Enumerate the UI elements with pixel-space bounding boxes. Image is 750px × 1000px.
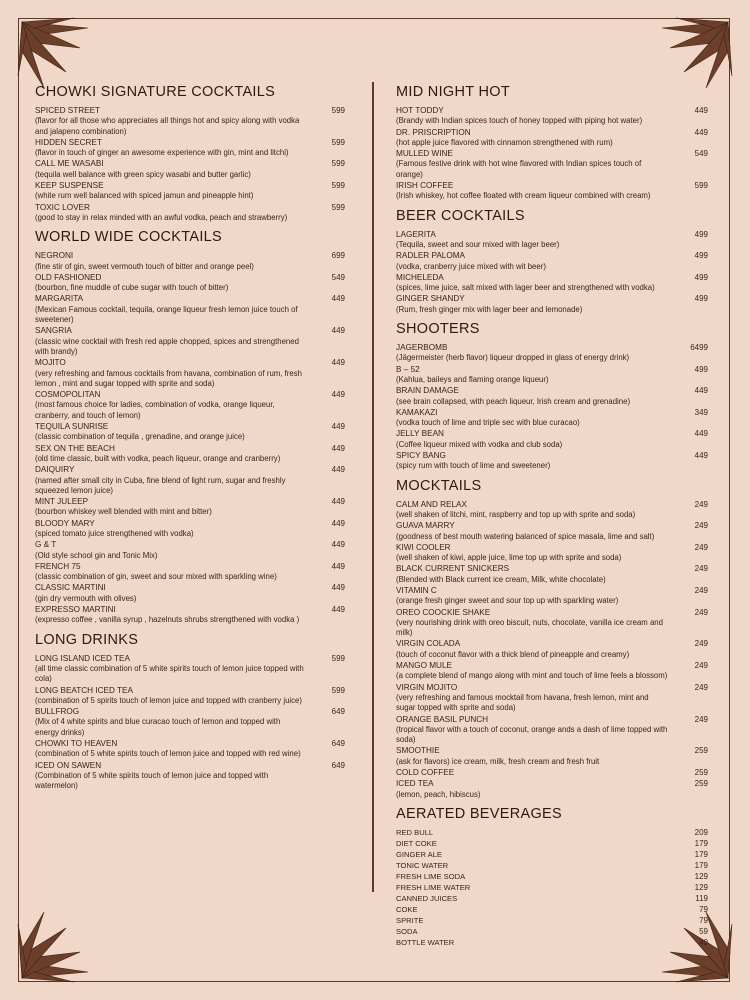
menu-item [35,273,345,294]
menu-item-description: (Tequila, sweet and sour mixed with lager beer) [396,239,560,249]
menu-item-name: HOT TODDY [396,106,444,115]
menu-item [35,686,345,707]
menu-item-description: (very refreshing and famous mocktail from havana, fresh lemon, mint and sugar topped with sprite and soda) [396,692,649,713]
section-heading: MOCKTAILS [396,477,482,494]
menu-item [35,739,345,760]
menu-item [396,905,708,915]
menu-item-name: JAGERBOMB [396,343,448,353]
section-long-drinks [35,632,345,792]
menu-item-description: (classic wine cocktail with fresh red apple chopped, spices and strengthened with brandy) [35,336,299,356]
menu-item-description: (lemon, peach, hibiscus) [396,789,481,799]
menu-item [396,408,708,429]
menu-item-description: (orange fresh ginger sweet and sour top up with sparkling water) [396,596,619,606]
menu-item-name: GINGER ALE [396,849,442,859]
menu-item-price: 79 [699,915,708,925]
menu-item-name: SPICY BANG [396,451,446,461]
menu-item-description: (Jägermeister (herb flavor) liqueur dropped in glass of energy drink) [396,353,630,363]
section-world-wide-cocktails [35,229,345,625]
menu-item-name: CALL ME WASABI [35,159,104,169]
menu-item-description: (Kahlua, baileys and flaming orange liqueur) [396,374,549,384]
menu-item [35,106,345,137]
menu-item-name: DIET COKE [396,838,437,848]
menu-item-price: 449 [331,497,345,507]
menu-item [396,521,708,542]
menu-item-description: (Coffee liqueur mixed with vodka and club soda) [396,439,563,449]
menu-item [396,639,708,660]
menu-item [35,294,345,325]
menu-item [396,294,708,315]
menu-item-price: 249 [694,585,708,595]
section-heading: CHOWKI SIGNATURE COCKTAILS [35,84,276,100]
menu-item-price: 6499 [690,343,708,353]
menu-item-price: 449 [331,358,345,368]
menu-item-name: CANNED JUICES [396,893,458,903]
menu-item-name: GINGER SHANDY [396,294,465,304]
menu-item-description: (fine stir of gin, sweet vermouth touch of bitter and orange peel) [35,261,254,271]
menu-item-price: 59 [699,926,708,936]
menu-item-name: KAMAKAZI [396,407,438,417]
menu-item-description: (all time classic combination of 5 white spirits touch of lemon juice topped with cola) [35,663,304,684]
menu-item-price: 129 [694,882,708,892]
menu-item-description: (Brandy with Indian spices touch of honey topped with piping hot water) [396,116,643,126]
menu-item-price: 499 [694,272,708,282]
menu-item-price: 499 [694,251,708,261]
menu-item-description: (classic combination of tequila , grenadine, and orange juice) [35,432,245,442]
menu-item [396,861,708,871]
menu-item-price: 79 [699,904,708,914]
menu-item-name: G & T [35,540,57,550]
menu-item-price: 259 [694,768,708,778]
menu-item-price: 449 [331,518,345,528]
menu-item-description: (a complete blend of mango along with mint and touch of lime feels a blossom) [396,671,668,681]
menu-item [396,683,708,714]
menu-item-price: 249 [694,499,708,509]
menu-item-name: COKE [396,904,418,914]
section-heading: WORLD WIDE COCKTAILS [35,229,222,246]
menu-item-name: B – 52 [396,364,420,374]
menu-item-name: KIWI COOLER [396,542,451,552]
menu-item-name: KEEP SUSPENSE [35,181,104,191]
menu-item-price: 449 [331,540,345,550]
menu-item-name: BULLFROG [35,707,80,717]
menu-item-description: (hot apple juice flavored with cinnamon strengthened with rum) [396,137,613,147]
menu-item-name: MOJITO [35,358,66,368]
menu-item-price: 649 [331,739,345,749]
menu-item-name: LAGERITA [396,229,436,239]
menu-item [35,203,345,224]
menu-item-name: CALM AND RELAX [396,499,467,509]
menu-item [396,251,708,272]
menu-item-description: (Combination of 5 white spirits touch of lemon juice and topped with watermelon) [35,770,269,791]
menu-item-price: 449 [694,451,708,461]
section-shooters [396,321,708,472]
menu-item-price: 259 [694,746,708,756]
menu-item [396,850,708,860]
menu-item-description: (Irish whiskey, hot coffee floated with cream liqueur combined with cream) [396,191,651,201]
menu-item [396,828,708,838]
menu-item-price: 449 [694,429,708,439]
menu-item-price: 249 [694,682,708,692]
menu-item-name: OLD FASHIONED [35,272,102,282]
menu-item [396,839,708,849]
menu-item-name: VIRGIN MOJITO [396,682,458,692]
menu-item [396,128,708,149]
menu-item-price: 699 [331,251,345,261]
menu-item-price: 259 [694,779,708,789]
menu-item-name: TEQUILA SUNRISE [35,422,109,432]
menu-item [396,564,708,585]
section-heading: SHOOTERS [396,321,480,338]
menu-item-name: TONIC WATER [396,860,449,870]
menu-item-price: 549 [694,149,708,159]
menu-item-price: 549 [331,272,345,282]
menu-item-name: COLD COFFEE [396,768,455,778]
menu-item [396,768,708,778]
menu-item-name: SODA [396,926,418,936]
menu-item [35,358,345,389]
menu-item-price: 179 [694,838,708,848]
menu-item-name: IRISH COFFEE [396,181,454,191]
menu-item-description: (bourbon whiskey well blended with mint and bitter) [35,507,212,517]
menu-item-price: 449 [694,386,708,396]
menu-item-name: CLASSIC MARTINI [35,583,106,593]
menu-item-name: GUAVA MARRY [396,521,455,531]
menu-item-description: (Mix of 4 white spirits and blue curacao touch of lemon and topped with energy drinks) [35,717,281,737]
menu-item-name: LONG BEATCH ICED TEA [35,685,133,695]
menu-item-description: (white rum well balanced with spiced jamun and pineapple hint) [35,191,254,201]
menu-item [35,497,345,518]
menu-item-description: (very nourishing drink with oreo biscuit, nuts, chocolate, vanilla ice cream and milk) [396,617,663,638]
menu-item [396,386,708,407]
menu-item-price: 649 [331,760,345,770]
menu-item-name: ICED TEA [396,779,434,789]
menu-item [35,654,345,685]
menu-item [396,149,708,180]
menu-item [396,500,708,521]
menu-item-name: MANGO MULE [396,661,452,671]
menu-item [396,429,708,450]
menu-item-name: HIDDEN SECRET [35,137,102,147]
menu-item-price: 249 [694,661,708,671]
menu-item-description: (combination of 5 white spirits touch of lemon juice and topped with red wine) [35,749,301,759]
menu-item-description: (flavor for all those who appreciates all things hot and spicy along with vodka and jalapeno combination) [35,116,300,136]
menu-item-description: (spicy rum with touch of lime and sweetener) [396,461,551,471]
menu-item-description: (spiced tomato juice strengthened with vodka) [35,528,194,538]
menu-item [35,583,345,604]
menu-item-description: (see brain collapsed, with peach liqueur, Irish cream and grenadine) [396,396,631,406]
menu-item [35,138,345,159]
menu-item [35,422,345,443]
menu-item-price: 449 [331,465,345,475]
menu-item-price: 40 [699,937,708,947]
menu-item [396,230,708,251]
menu-item-description: (Famous festive drink with hot wine flavored with Indian spices touch of orange) [396,159,642,179]
menu-item-description: (ask for flavors) ice cream, milk, fresh cream and fresh fruit [396,756,600,766]
menu-item [35,444,345,465]
menu-item [396,883,708,893]
menu-item [396,608,708,639]
section-heading: BEER COCKTAILS [396,207,525,224]
menu-item-description: (Old style school gin and Tonic Mix) [35,550,158,560]
menu-item-price: 209 [694,827,708,837]
menu-item-price: 249 [694,714,708,724]
section-chowki-signature-cocktails [35,84,345,223]
menu-item [396,451,708,472]
menu-item-price: 249 [694,639,708,649]
menu-item [396,715,708,746]
menu-item [396,746,708,767]
menu-item-description: (tequila well balance with green spicy wasabi and butter garlic) [35,169,251,179]
menu-item-price: 449 [331,326,345,336]
menu-item-description: (vodka, cranberry juice mixed with wit beer) [396,261,546,271]
menu-item-name: BRAIN DAMAGE [396,386,459,396]
menu-item-name: RED BULL [396,827,434,837]
menu-item-price: 449 [331,294,345,304]
menu-item-name: LONG ISLAND ICED TEA [35,653,130,663]
menu-item-name: VIRGIN COLADA [396,639,461,649]
menu-item-description: (spices, lime juice, salt mixed with lager beer and strengthened with vodka) [396,283,655,293]
menu-item [35,326,345,357]
menu-item-name: SEX ON THE BEACH [35,443,115,453]
menu-item [396,106,708,127]
menu-item [396,365,708,386]
menu-item-name: CHOWKI TO HEAVEN [35,739,118,749]
menu-item-price: 449 [331,390,345,400]
menu-item-price: 129 [694,871,708,881]
menu-item-name: BOTTLE WATER [396,937,455,947]
menu-item [35,540,345,561]
menu-item [35,519,345,540]
menu-item [35,181,345,202]
menu-item [35,159,345,180]
menu-item-name: MARGARITA [35,294,84,304]
menu-item-price: 449 [331,422,345,432]
menu-item-price: 449 [331,561,345,571]
menu-item-description: (tropical flavor with a touch of coconut, orange ands a dash of lime topped with soda) [396,724,668,745]
menu-item-name: COSMOPOLITAN [35,390,101,400]
menu-item [35,707,345,738]
menu-item-price: 449 [331,583,345,593]
menu-item-name: ICED ON SAWEN [35,760,102,770]
menu-item-name: JELLY BEAN [396,429,444,439]
menu-item-description: (Rum, fresh ginger mix with lager beer and lemonade) [396,304,583,314]
menu-item [396,586,708,607]
menu-item-name: RADLER PALOMA [396,251,466,261]
menu-item-price: 499 [694,364,708,374]
menu-item-name: ORANGE BASIL PUNCH [396,714,489,724]
menu-item-description: (touch of coconut flavor with a thick blend of pineapple and creamy) [396,649,630,659]
menu-item [396,894,708,904]
menu-item [396,273,708,294]
section-aerated-beverages [396,806,708,948]
menu-item-description: (most famous choice for ladies, combination of vodka, orange liqueur, cranberry, and touch of lemon) [35,400,275,420]
menu-item [396,343,708,364]
menu-item-name: BLACK CURRENT SNICKERS [396,564,510,574]
menu-item-price: 249 [694,542,708,552]
menu-item-name: VITAMIN C [396,585,437,595]
menu-item-description: (goodness of best mouth watering balanced of spice masala, lime and salt) [396,531,655,541]
menu-item-description: (good to stay in relax minded with an awful vodka, peach and strawberry) [35,212,288,222]
menu-item-price: 599 [694,181,708,191]
menu-item-name: DAIQUIRY [35,465,75,475]
menu-item [35,761,345,792]
menu-item-price: 449 [331,443,345,453]
menu-item [396,938,708,948]
menu-item-price: 119 [695,893,708,903]
section-mid-night-hot [396,84,708,202]
menu-left-column [35,78,345,798]
menu-item-name: TOXIC LOVER [35,202,90,212]
menu-item-price: 349 [694,407,708,417]
section-heading: LONG DRINKS [35,631,139,648]
menu-item-name: FRENCH 75 [35,561,81,571]
menu-item-name: MINT JULEEP [35,497,89,507]
menu-item-name: SPICED STREET [35,106,101,115]
menu-item-price: 649 [331,707,345,717]
column-divider [372,82,374,892]
menu-item-name: FRESH LIME SODA [396,871,466,881]
menu-item-price: 599 [331,653,345,663]
menu-item-description: (Blended with Black current ice cream, Milk, white chocolate) [396,574,606,584]
menu-right-column [396,78,708,954]
menu-item-price: 599 [331,159,345,169]
menu-item-price: 449 [694,127,708,137]
menu-item [396,916,708,926]
menu-item-name: SMOOTHIE [396,746,440,756]
menu-item-name: SANGRIA [35,326,72,336]
menu-item [35,605,345,626]
section-heading: MID NIGHT HOT [396,84,510,100]
menu-item-price: 599 [331,685,345,695]
menu-item-price: 599 [331,202,345,212]
menu-item [396,872,708,882]
menu-item-price: 249 [694,564,708,574]
menu-item-price: 179 [694,860,708,870]
menu-item-price: 599 [331,137,345,147]
menu-item-price: 499 [694,294,708,304]
menu-item-name: MICHELEDA [396,272,444,282]
menu-item [35,562,345,583]
menu-item [396,661,708,682]
menu-item [396,779,708,800]
menu-item-description: (bourbon, fine muddle of cube sugar with touch of bitter) [35,283,229,293]
menu-item-name: SPRITE [396,915,424,925]
menu-item-description: (named after small city in Cuba, fine blend of light rum, sugar and freshly squeezed lemon juice) [35,475,286,495]
menu-item-price: 499 [694,229,708,239]
menu-item [396,543,708,564]
section-mocktails [396,478,708,800]
menu-item-description: (very refreshing and famous cocktails from havana, combination of rum, fresh lemon , mint and sugar topped with sprite and soda) [35,368,302,388]
menu-item-description: (vodka touch of lime and triple sec with blue curacao) [396,418,580,428]
menu-item-description: (Mexican Famous cocktail, tequila, orange liqueur fresh lemon juice touch of sweetener) [35,304,298,325]
section-beer-cocktails [396,208,708,315]
menu-item [35,251,345,272]
menu-item-description: (old time classic, built with vodka, peach liqueur, orange and cranberry) [35,453,281,463]
menu-item-description: (well shaken of litchi, mint, raspberry and top up with sprite and soda) [396,509,636,519]
menu-item-name: OREO COOCKIE SHAKE [396,607,491,617]
menu-item-description: (expresso coffee , vanilla syrup , hazelnuts shrubs strengthened with vodka ) [35,615,300,625]
menu-item-price: 599 [331,181,345,191]
menu-item [396,181,708,202]
menu-item-description: (classic combination of gin, sweet and sour mixed with sparkling wine) [35,572,277,582]
menu-item [35,390,345,421]
menu-item-name: BLOODY MARY [35,518,95,528]
menu-item-name: NEGRONI [35,251,74,261]
menu-item-price: 249 [694,521,708,531]
menu-item-name: DR. PRISCRIPTION [396,127,471,137]
menu-item-name: EXPRESSO MARTINI [35,605,116,615]
menu-item-name: MULLED WINE [396,149,453,159]
menu-item-description: (gin dry vermouth with olives) [35,593,137,603]
menu-item-description: (well shaken of kiwi, apple juice, lime top up with sprite and soda) [396,553,622,563]
menu-item-price: 179 [694,849,708,859]
menu-item-price: 449 [694,106,708,115]
section-heading: AERATED BEVERAGES [396,805,562,822]
menu-item-price: 449 [331,605,345,615]
menu-item-name: FRESH LIME WATER [396,882,471,892]
menu-item-description: (flavor in touch of ginger an awesome experience with gin, mint and litchi) [35,148,289,158]
menu-item [396,927,708,937]
menu-item [35,465,345,496]
menu-item-price: 599 [331,106,345,115]
menu-item-description: (combination of 5 spirits touch of lemon juice and topped with cranberry juice) [35,695,302,705]
palm-leaf-corner-icon [14,906,94,986]
menu-item-price: 249 [694,607,708,617]
